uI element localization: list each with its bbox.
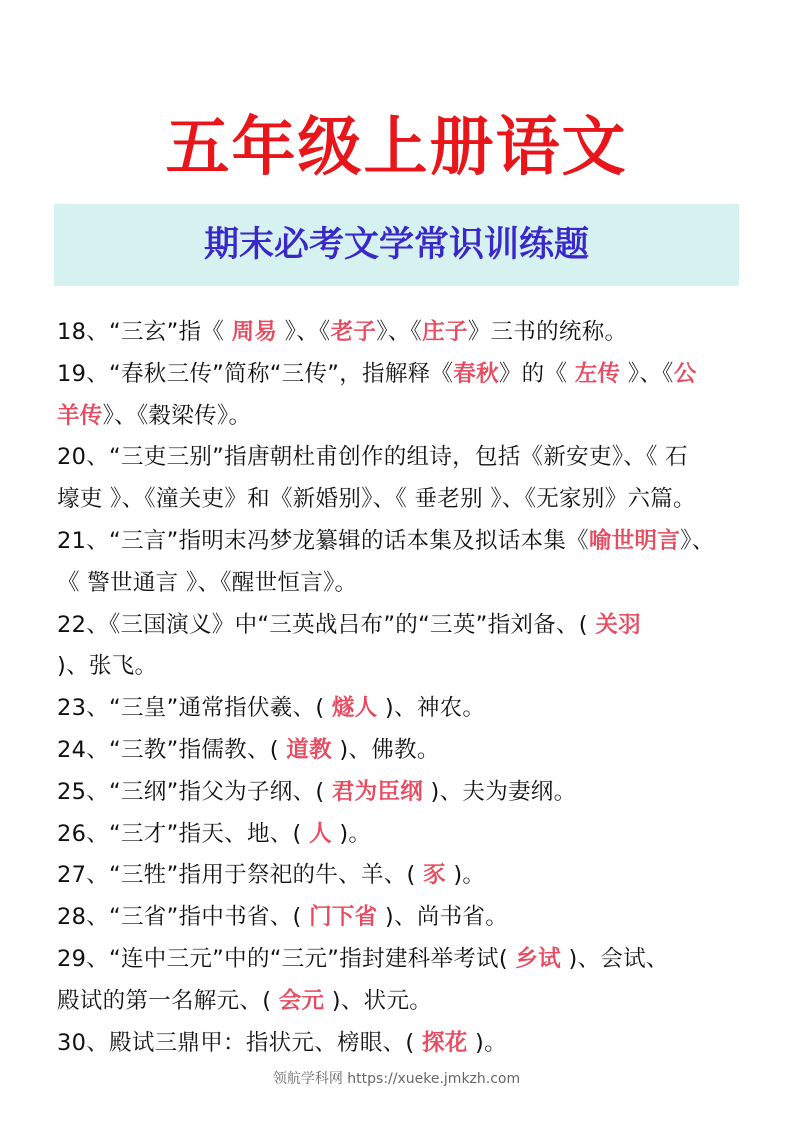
answer-text: 春秋 [453,360,499,387]
question-text: )、状元。 [324,987,433,1014]
answer-text: 豕 [423,862,446,889]
footer-watermark: 领航学科网 https://xueke.jmkzh.com [272,1071,521,1087]
question-text: 27、“三牲”指用于祭祀的牛、羊、( [57,862,424,889]
question-text: )。 [445,862,486,889]
page-subtitle: 期末必考文学常识训练题 [203,225,589,265]
question-text: 》、《 [277,319,331,345]
question-text: 21、“三言”指明末冯梦龙纂辑的话本集及拟话本集《 [57,527,589,554]
question-text: )、尚书省。 [377,904,509,931]
question-text: 29、“连中三元”中的“三元”指封建科举考试( [57,945,516,972]
question-text: 》、 [680,527,715,554]
question-19-line [57,396,747,438]
question-text: )、佛教。 [331,736,440,763]
answer-text: 庄子 [422,319,468,345]
question-text: 24、“三教”指儒教、( [57,736,287,763]
question-text: 22、《三国演义》中“三英战吕布”的“三英”指刘备、( [57,611,596,638]
answer-text: 君为臣纲 [331,778,424,805]
question-text: )。 [467,1029,507,1056]
question-text: 》的《 [498,360,575,387]
answer-text: 燧人 [331,695,378,722]
question-text: 》、《穀梁传》。 [102,402,252,429]
question-text: 19、“春秋三传”简称“三传”，指解释《 [57,360,454,387]
question-text: 20、“三吏三别”指唐朝杜甫创作的组诗，包括《新安吏》、《 石 [57,444,688,471]
answer-text: 乡试 [515,945,561,972]
question-29-line [57,939,747,981]
question-25-line [57,772,747,814]
question-text: 23、“三皇”通常指伏羲、( [57,695,332,722]
answer-text: 喻世明言 [588,527,681,554]
answer-text: 羊传 [57,402,103,429]
question-24-line [57,730,747,772]
question-text: 》、《 [376,319,423,345]
question-19-line [57,354,747,396]
answer-text: 人 [309,820,332,847]
question-text: 30、殿试三鼎甲：指状元、榜眼、( [57,1029,422,1056]
answer-text: 探花 [421,1029,468,1056]
question-29-line [57,981,747,1023]
answer-text: 周易 [231,319,278,345]
question-22-line [57,646,747,688]
question-text: 》、《 [620,360,674,387]
answer-text: 左传 [574,360,621,387]
question-text: )、神农。 [377,695,486,722]
answer-text: 老子 [330,319,377,345]
question-20-line [57,437,747,479]
question-text: 壕吏 》、《潼关吏》和《新婚别》、《 垂老别 》、《无家别》六篇。 [57,486,696,513]
answer-text: 道教 [286,736,332,763]
answer-text: 会元 [278,987,325,1014]
question-22-line [57,605,747,647]
question-30-line [57,1023,747,1065]
question-27-line [57,855,747,897]
question-21-line [57,563,747,605]
answer-text: 公 [673,360,697,387]
question-21-line [57,521,747,563]
question-text: 殿试的第一名解元、( [57,987,279,1014]
question-text: 28、“三省”指中书省、( [57,904,310,931]
question-text: 26、“三才”指天、地、( [57,820,310,847]
question-18-line [57,312,747,354]
question-text: 25、“三纲”指父为子纲、( [57,778,332,805]
question-20-line [57,479,747,521]
answer-text: 门下省 [309,904,378,931]
question-23-line [57,688,747,730]
question-text: )、张飞。 [57,653,158,680]
subtitle-banner [54,204,739,286]
question-text: 《 警世通言 》、《醒世恒言》。 [57,569,358,596]
question-text: )、夫为妻纲。 [423,778,577,805]
question-26-line [57,814,747,856]
question-text: )。 [331,820,372,847]
question-text: 》三书的统称。 [467,319,628,345]
page-title: 五年级上册语文 [165,111,628,185]
question-list [57,312,747,1064]
question-text: )、会试、 [561,945,669,972]
answer-text: 关羽 [595,611,641,638]
question-28-line [57,897,747,939]
question-text: 18、“三玄”指《 [57,319,232,345]
